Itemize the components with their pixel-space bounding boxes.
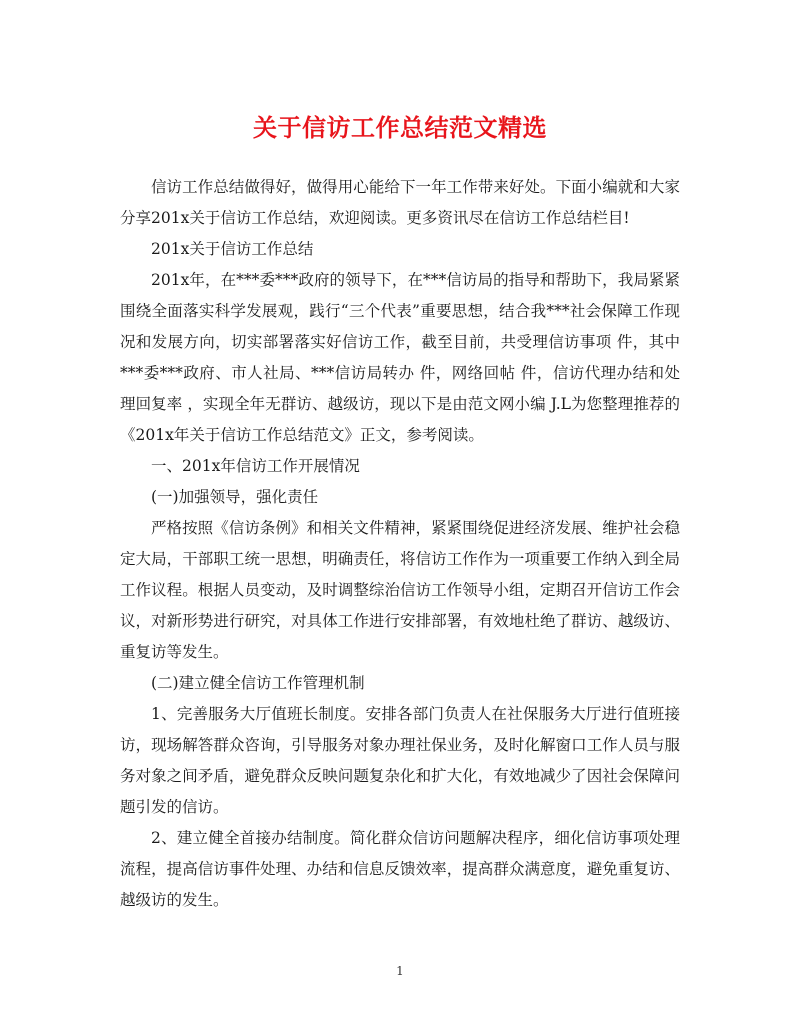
subsection-heading: (一)加强领导，强化责任 bbox=[151, 488, 319, 506]
body-paragraph: 1、完善服务大厅值班长制度。安排各部门负责人在社保服务大厅进行值班接访，现场解答群众咨询，引导服务对象办理社保业务，及时化解窗口工作人员与服务对象之间矛盾，避免群众反映问题复杂化和扩大化，有效地减少了因社会保障问题引发的信访。 bbox=[120, 705, 680, 816]
section-heading: 201x关于信访工作总结 bbox=[151, 240, 314, 258]
intro-paragraph: 信访工作总结做得好，做得用心能给下一年工作带来好处。下面小编就和大家分享201x关于信访工作总结，欢迎阅读。更多资讯尽在信访工作总结栏目! bbox=[120, 178, 680, 227]
document-title: 关于信访工作总结范文精选 bbox=[253, 113, 547, 142]
body-paragraph: 201x年，在***委***政府的领导下，在***信访局的指导和帮助下，我局紧紧围绕全面落实科学发展观，践行“三个代表”重要思想，结合我***社会保障工作现况和发展方向，切实部署落实好信访工作，截至目前，共受理信访事项 件，其中***委***政府、市人社局、***信访局转办 件，网络回帖 件，信访代理办结和处理回复率 ，实现全年无群访、越级访，现以下是由范文网小编 J.L为您整理推荐的《201x年关于信访工作总结范文》正文，参考阅读。 bbox=[120, 271, 680, 444]
body-paragraph: 严格按照《信访条例》和相关文件精神，紧紧围绕促进经济发展、维护社会稳定大局，干部职工统一思想，明确责任，将信访工作作为一项重要工作纳入到全局工作议程。根据人员变动，及时调整综治信访工作领导小组，定期召开信访工作会议，对新形势进行研究，对具体工作进行安排部署，有效地杜绝了群访、越级访、重复访等发生。 bbox=[120, 519, 680, 661]
subsection-heading: (二)建立健全信访工作管理机制 bbox=[151, 674, 365, 692]
section-heading: 一、201x年信访工作开展情况 bbox=[151, 457, 360, 475]
page-number: 1 bbox=[396, 964, 404, 978]
body-paragraph: 2、建立健全首接办结制度。简化群众信访问题解决程序，细化信访事项处理流程，提高信访事件处理、办结和信息反馈效率，提高群众满意度，避免重复访、越级访的发生。 bbox=[120, 829, 680, 909]
document-body bbox=[120, 172, 680, 916]
